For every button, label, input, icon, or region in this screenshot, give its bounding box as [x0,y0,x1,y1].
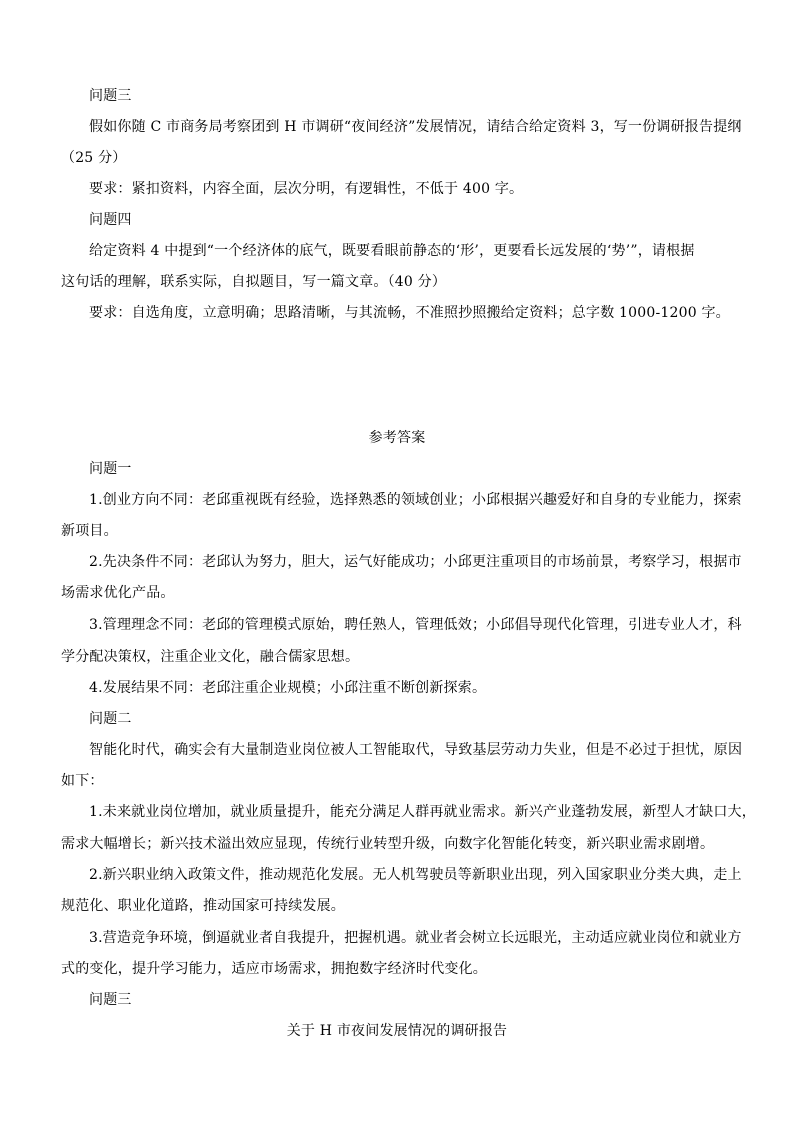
a2-heading: 问题二 [89,711,132,727]
a2-p2-line-2: 规范化、职业化道路，推动国家可持续发展。 [61,898,345,914]
a3-heading: 问题三 [89,992,132,1008]
a1-p3-line-1: 3.管理理念不同：老邱的管理模式原始，聘任熟人，管理低效；小邱倡导现代化管理，引进专业人才，科 [89,617,742,633]
q4-requirement: 要求：自选角度，立意明确；思路清晰，与其流畅，不准照抄照搬给定资料；总字数 1000-1200 字。 [89,305,730,321]
a2-p3-line-2: 式的变化，提升学习能力，适应市场需求，拥抱数字经济时代变化。 [61,961,487,977]
q4-prompt-line-2: 这句话的理解，联系实际，自拟题目，写一篇文章。（40 分） [61,274,447,290]
a2-p3-line-1: 3.营造竞争环境，倒逼就业者自我提升，把握机遇。就业者会树立长远眼光，主动适应就业岗位和就业方 [89,930,742,946]
q3-prompt-line-1: 假如你随 C 市商务局考察团到 H 市调研“夜间经济”发展情况，请结合给定资料 3，写一份调研报告提纲 [89,119,742,135]
a1-p2-line-2: 场需求优化产品。 [61,585,175,601]
q3-prompt-line-2: （25 分） [61,150,127,166]
a1-p4-line-1: 4.发展结果不同：老邱注重企业规模；小邱注重不断创新探索。 [89,680,487,696]
a2-p2-line-1: 2.新兴职业纳入政策文件，推动规范化发展。无人机驾驶员等新职业出现，列入国家职业分类大典，走上 [89,867,742,883]
a1-heading: 问题一 [89,461,132,477]
a2-intro-line-2: 如下： [61,773,104,789]
a1-p1-line-1: 1.创业方向不同：老邱重视既有经验，选择熟悉的领域创业；小邱根据兴趣爱好和自身的专业能力，探索 [89,492,742,508]
a1-p1-line-2: 新项目。 [61,523,118,539]
answers-title: 参考答案 [368,430,426,446]
q4-prompt-line-1: 给定资料 4 中提到“一个经济体的底气，既要看眼前静态的‘形’，更要看长远发展的‘势’”，请根据 [89,243,695,259]
a1-p2-line-1: 2.先决条件不同：老邱认为努力，胆大，运气好能成功；小邱更注重项目的市场前景，考察学习，根据市 [89,554,742,570]
a2-p1-line-1: 1.未来就业岗位增加，就业质量提升，能充分满足人群再就业需求。新兴产业蓬勃发展，新型人才缺口大， [89,804,756,820]
a2-intro-line-1: 智能化时代，确实会有大量制造业岗位被人工智能取代，导致基层劳动力失业，但是不必过于担忧，原因 [89,742,743,758]
a2-p1-line-2: 需求大幅增长；新兴技术溢出效应显现，传统行业转型升级，向数字化智能化转变，新兴职业需求剧增。 [61,836,715,852]
a1-p3-line-2: 学分配决策权，注重企业文化，融合儒家思想。 [61,649,360,665]
q3-requirement: 要求：紧扣资料，内容全面，层次分明，有逻辑性，不低于 400 字。 [89,181,524,197]
a3-report-title: 关于 H 市夜间发展情况的调研报告 [286,1023,508,1039]
q4-heading: 问题四 [89,212,132,228]
q3-heading: 问题三 [89,88,132,104]
